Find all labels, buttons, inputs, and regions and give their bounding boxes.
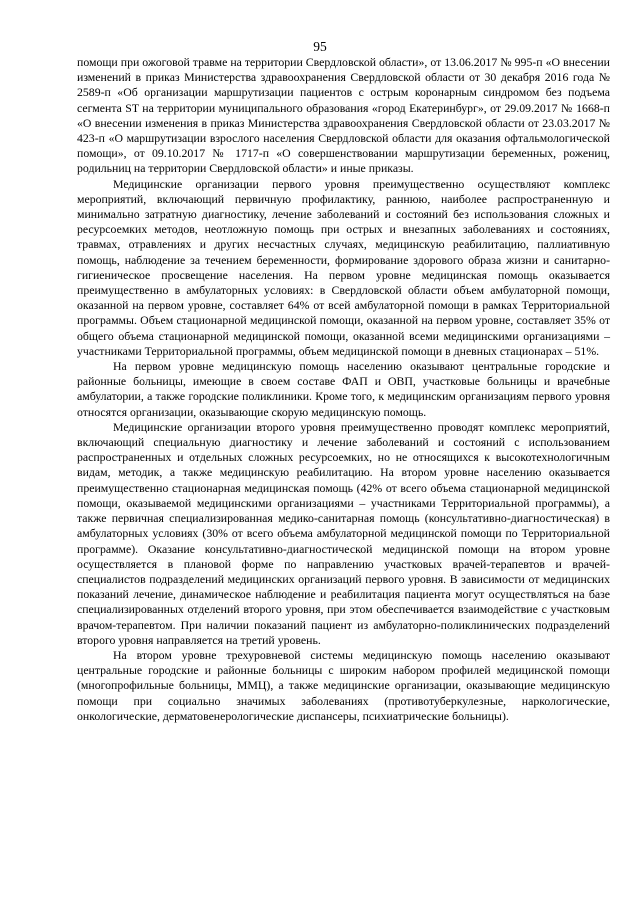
paragraph-continuation: помощи при ожоговой травме на территории Свердловской области», от 13.06.2017 № 995-п «О внесении изменений в приказ Министерства здравоохранения Свердловской области от 30 декабря 2016 года № 2589-п «Об организации маршрутизации пациентов с острым коронарным синдромом без подъема сегмента ST на территории муниципального образования «город Екатеринбург», от 29.09.2017 № 1668-п «О внесении изменения в приказ Министерства здравоохранения Свердловской области от 23.03.2017 № 423-п «О маршрутизации взрослого населения Свердловской области для оказания офтальмологической помощи», от 09.10.2017 № 1717-п «О совершенствовании маршрутизации беременных, рожениц, родильниц на территории Свердловской области» и иные приказы. bbox=[77, 55, 610, 176]
paragraph-first-level-providers: На первом уровне медицинскую помощь населению оказывают центральные городские и районные больницы, имеющие в своем составе ФАП и ОВП, участковые больницы и врачебные амбулатории, а также городские поликлиники. Кроме того, к медицинским организациям первого уровня относятся организации, оказывающие скорую медицинскую помощь. bbox=[77, 359, 610, 419]
document-body bbox=[77, 55, 610, 724]
page-number: 95 bbox=[313, 39, 327, 54]
paragraph-second-level-providers: На втором уровне трехуровневой системы медицинскую помощь населению оказывают центральные городские и районные больницы с широким набором профилей медицинской помощи (многопрофильные больницы, ММЦ), а также медицинские организации, оказывающие медицинскую помощи при социально значимых заболеваниях (противотуберкулезные, наркологические, онкологические, дерматовенерологические диспансеры, психиатрические больницы). bbox=[77, 647, 610, 723]
paragraph-second-level: Медицинские организации второго уровня преимущественно проводят комплекс мероприятий, включающий специальную диагностику и лечение заболеваний и состояний с использованием распространенных и отдельных сложных ресурсоемких, но не относящихся к высокотехнологичным видам, методик, а также медицинскую реабилитацию. На втором уровне населению оказывается преимущественно стационарная медицинская помощь (42% от всего объема стационарной медицинской помощи, оказываемой медицинскими организациями – участниками Территориальной программы), а также первичная специализированная медико-санитарная помощь (консультативно-диагностическая) в амбулаторных условиях (30% от всего объема амбулаторной медицинской помощи по Территориальной программе). Оказание консультативно-диагностической медицинской помощи на втором уровне осуществляется в плановой форме по направлению участковых врачей-терапевтов и врачей-специалистов подразделений медицинских организаций первого уровня. В зависимости от медицинских показаний лечение, динамическое наблюдение и реабилитация пациента могут осуществляться на базе специализированных отделений второго уровня, при этом обеспечивается взаимодействие с участковым врачом-терапевтом. При наличии показаний пациент из амбулаторно-поликлинических подразделений второго уровня направляется на третий уровень. bbox=[77, 419, 610, 647]
paragraph-first-level: Медицинские организации первого уровня преимущественно осуществляют комплекс мероприятий, включающий первичную профилактику, раннюю, наиболее распространенную и минимально затратную диагностику, лечение заболеваний и состояний без использования сложных и ресурсоемких методов, неотложную помощь при острых и внезапных заболеваниях и состояниях, травмах, отравлениях и других несчастных случаях, медицинскую реабилитацию, паллиативную помощь, наблюдение за течением беременности, формирование здорового образа жизни и санитарно-гигиеническое просвещение населения. На первом уровне медицинская помощь оказывается преимущественно в амбулаторных условиях: в Свердловской области объем амбулаторной помощи, оказанной на первом уровне, составляет 64% от всей амбулаторной помощи в рамках Территориальной программы. Объем стационарной медицинской помощи, оказанной на первом уровне, составляет 35% от общего объема стационарной медицинской помощи, оказанной всеми медицинскими организациями – участниками Территориальной программы, объем медицинской помощи в дневных стационарах – 51%. bbox=[77, 176, 610, 358]
